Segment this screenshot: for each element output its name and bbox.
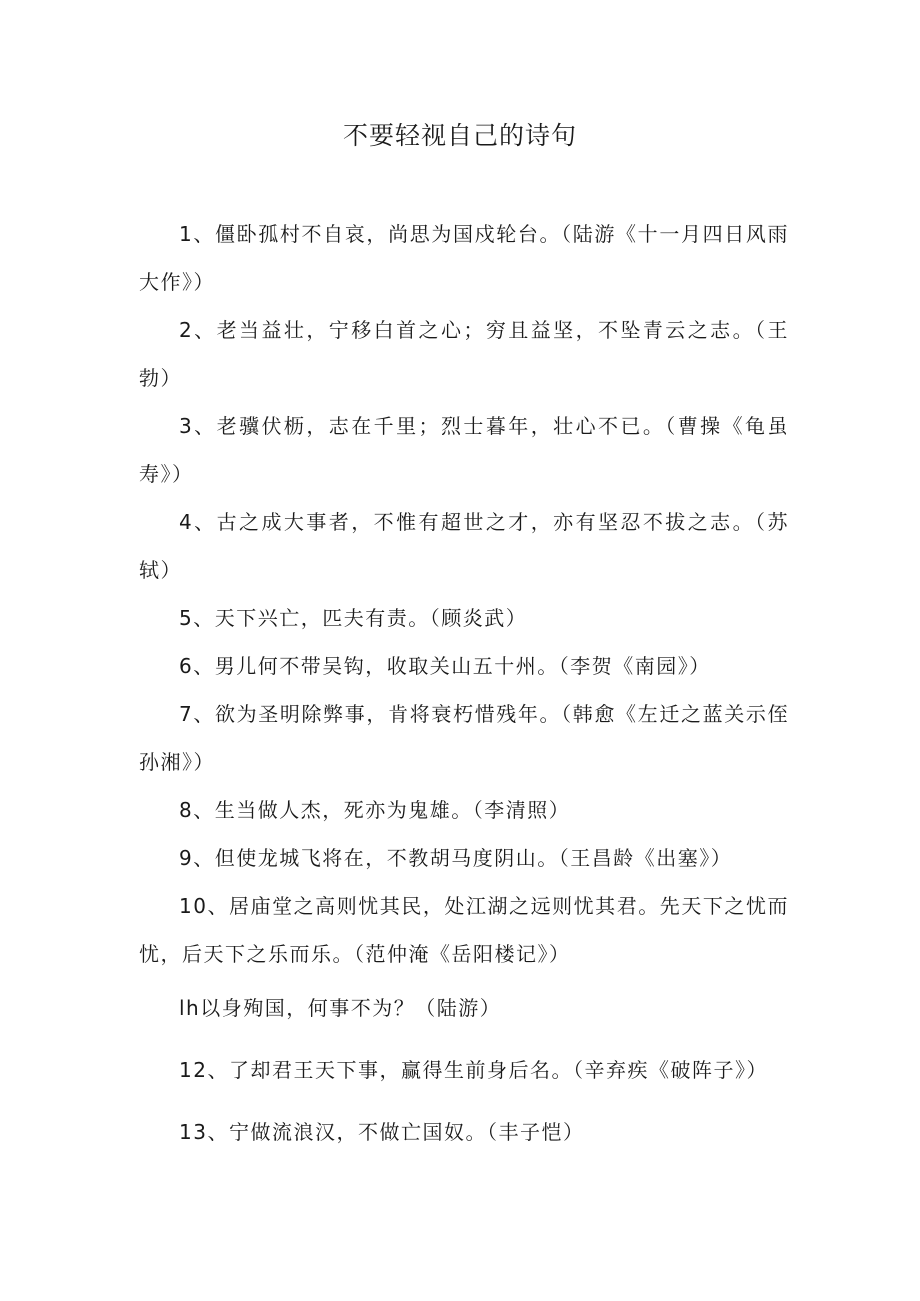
- poem-item-10: 10、居庙堂之高则忧其民，处江湖之远则忧其君。先天下之忧而忧，后天下之乐而乐。（范仲淹《岳阳楼记》）: [139, 894, 789, 966]
- poem-item-8: 8、生当做人杰，死亦为鬼雄。（李清照）: [179, 798, 571, 822]
- poem-item-9: 9、但使龙城飞将在，不教胡马度阴山。（王昌龄《出塞》）: [179, 846, 733, 870]
- poem-list: [139, 210, 789, 1156]
- poem-item-1: 1、僵卧孤村不自哀，尚思为国戍轮台。（陆游《十一月四日风雨大作》）: [139, 222, 789, 294]
- poem-item-2: 2、老当益壮，宁移白首之心；穷且益坚，不坠青云之志。（王勃）: [139, 318, 789, 390]
- poem-item-13: 13、宁做流浪汉，不做亡国奴。（丰子恺）: [179, 1120, 585, 1144]
- poem-item-12: 12、了却君王天下事，赢得生前身后名。（辛弃疾《破阵子》）: [179, 1058, 768, 1082]
- poem-item-5: 5、天下兴亡，匹夫有责。（顾炎武）: [179, 606, 528, 630]
- poem-item-11: lh以身殉国，何事不为？（陆游）: [179, 996, 502, 1020]
- poem-item-4: 4、古之成大事者，不惟有超世之才，亦有坚忍不拔之志。（苏轼）: [139, 510, 789, 582]
- document-title: 不要轻视自己的诗句: [342, 121, 577, 150]
- poem-item-3: 3、老骥伏枥，志在千里；烈士暮年，壮心不已。（曹操《龟虽寿》）: [139, 414, 789, 486]
- poem-item-7: 7、欲为圣明除弊事，肯将衰朽惜残年。（韩愈《左迁之蓝关示侄孙湘》）: [139, 702, 789, 774]
- poem-item-6: 6、男儿何不带吴钩，收取关山五十州。（李贺《南园》）: [179, 654, 711, 678]
